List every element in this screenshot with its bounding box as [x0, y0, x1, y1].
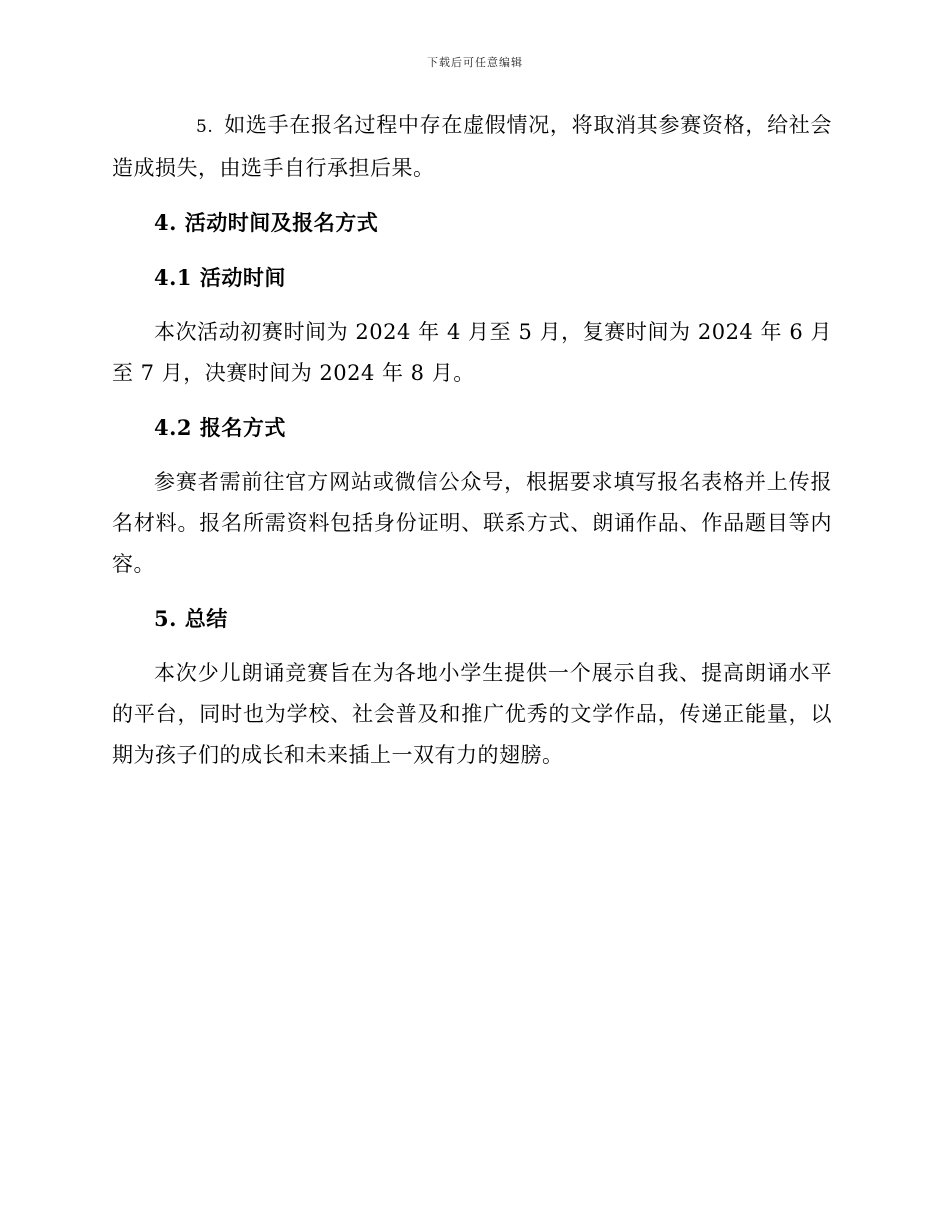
- section-4-1-heading: 4.1 活动时间: [154, 265, 286, 290]
- list-item-5: [112, 105, 832, 189]
- section-4-1-paragraph: 本次活动初赛时间为 2024 年 4 月至 5 月，复赛时间为 2024 年 6 月至 7 月，决赛时间为 2024 年 8 月。: [112, 320, 832, 385]
- section-4-2-paragraph: 参赛者需前往官方网站或微信公众号，根据要求填写报名表格并上传报名材料。报名所需资料包括身份证明、联系方式、朗诵作品、作品题目等内容。: [112, 470, 832, 576]
- section-4-2-heading: 4.2 报名方式: [154, 415, 286, 440]
- section-5-heading: 5. 总结: [154, 606, 228, 631]
- section-4-heading: 4. 活动时间及报名方式: [154, 210, 379, 235]
- list-item-text: 如选手在报名过程中存在虚假情况，将取消其参赛资格，给社会造成损失，由选手自行承担后果。: [112, 113, 832, 180]
- document-body: [112, 105, 832, 789]
- header-note: 下载后可任意编辑: [427, 56, 523, 69]
- list-item-number: 5.: [196, 117, 214, 137]
- section-5-paragraph: 本次少儿朗诵竞赛旨在为各地小学生提供一个展示自我、提高朗诵水平的平台，同时也为学校、社会普及和推广优秀的文学作品，传递正能量，以期为孩子们的成长和未来插上一双有力的翅膀。: [112, 661, 832, 767]
